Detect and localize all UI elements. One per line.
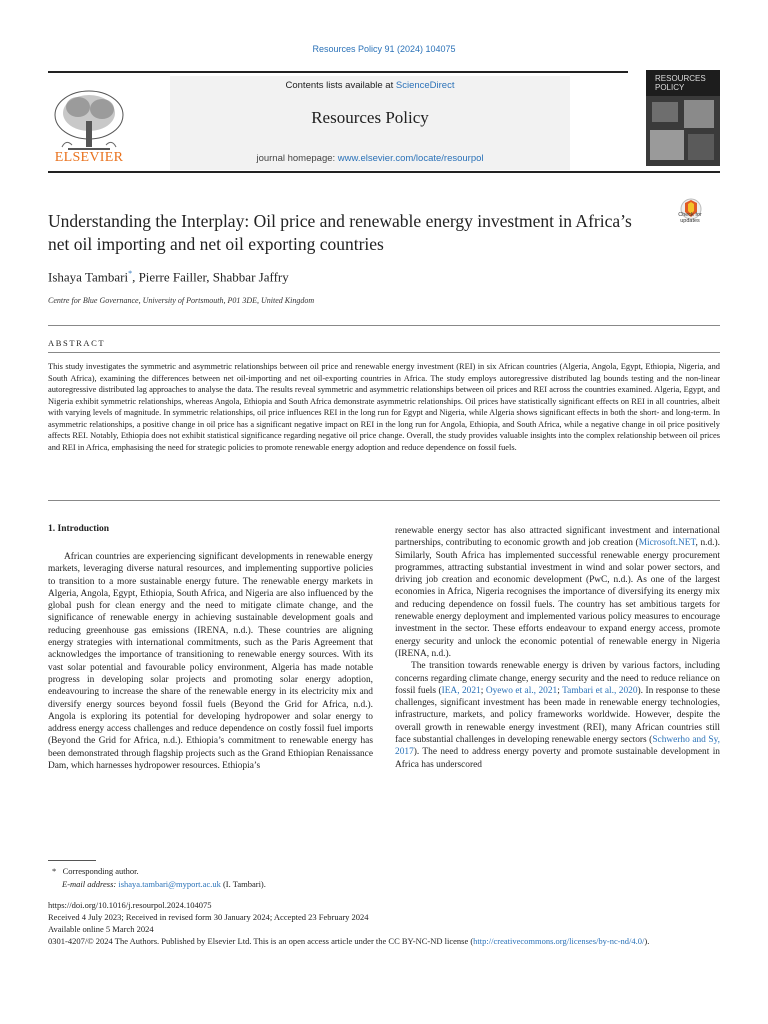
paragraph: African countries are experiencing significant developments in renewable energy markets, leveraging diverse natural resources, and implementing supportive policies to transition to a more sustainable energy future. The renewable energy markets in Algeria, Angola, Egypt, Ethiopia, South Africa, and Nigeria are also influenced by the global push for clean energy and the need to mitigate climate change, and the significance of renewable energy in achieving sustainable development goals and reducing greenhouse gas emissions (IRENA, n.d.). These countries are aligning energy strategies with international commitments, such as the Paris Agreement that acknowledges the importance of transitioning to renewable energy sources. With its vast solar potential and favourable policy environment, Algeria has made notable progress in developing solar projects and promoting solar energy adoption, endeavouring to increase the share of the renewable energy in its electricity mix and diversify energy sources beyond fossil fuels (Beyond the Grid for Africa, n.d.). Angola is exploring its potential for developing hydropower and solar energy to address energy access challenges and reduce dependence on costly fossil fuel imports (Beyond the Grid for Africa, n.d.). Ethiopia’s commitment to renewable energy has been demonstrated through flagship projects such as the Grand Ethiopian Renaissance Dam, which harnesses hydropower resources. Ethiopia’s [48, 552, 373, 772]
abstract-text: This study investigates the symmetric and asymmetric relationships between oil price and renewable energy investment (REI) in six African countries (Algeria, Angola, Egypt, Ethiopia, Nigeria, and South Africa), examining the differences between net oil-importing and net oil-exporting countries in Africa. The study employs autoregressive distributed lag bounds testing and the non-linear autoregressive distributed lag approaches to analyse the data. The results reveal symmetric and asymmetric relationships between oil prices and REI across the countries examined. Algeria, Egypt, and Nigeria exhibit symmetric relationships, whereas Angola, Ethiopia and South Africa demonstrate asymmetric relationships. Oil prices have statistically significant effects on REI in all countries, albeit with varying levels of magnitude. In symmetric relationships, oil price influences REI in the long run for Egypt and Nigeria, while Algeria shows significant effects in both the short- and long-term. In asymmetric relationships, a positive change in oil price has a significant negative impact on REI in the long run for Angola, Ethiopia, and South Africa, while a negative change in oil price positively affects REI. Notably, Ethiopia does not exhibit statistical significance regarding negative oil price change. Overall, the study provides valuable insights into the complex relationship between oil prices and REI in Africa, emphasising the need for strategic policies to promote renewable energy adoption and reduce dependence on fossil fuels. [48, 362, 720, 452]
publisher-logo-text: ELSEVIER [54, 150, 124, 165]
homepage-line [170, 153, 570, 164]
footnote-mark: * [52, 866, 57, 876]
check-for-updates-label[interactable]: Check for updates [678, 212, 702, 224]
footnote-rule [48, 860, 96, 861]
author-name[interactable]: Ishaya Tambari [48, 269, 129, 285]
abstract-rule-mid [48, 352, 720, 353]
citation-link[interactable]: Tambari et al., 2020 [562, 685, 638, 696]
contents-prefix: Contents lists available at [285, 80, 396, 91]
sciencedirect-link[interactable]: ScienceDirect [395, 80, 455, 91]
homepage-prefix: journal homepage: [256, 153, 338, 164]
body-column-right [395, 525, 720, 771]
citation-link[interactable]: IEA, 2021 [441, 685, 481, 696]
affiliation: Centre for Blue Governance, University of Portsmouth, P01 3DE, United Kingdom [48, 296, 315, 305]
check-for-updates-icon[interactable] [672, 190, 710, 230]
author-list: Ishaya Tambari*, Pierre Failler, Shabbar Jaffry [48, 269, 289, 285]
email-link[interactable]: ishaya.tambari@myport.ac.uk [118, 879, 221, 889]
citation-link[interactable]: Oyewo et al., 2021 [485, 685, 558, 696]
corresponding-author-mark[interactable]: * [128, 269, 133, 278]
license-link[interactable]: http://creativecommons.org/licenses/by-nc-nd/4.0/ [473, 936, 645, 946]
paragraph: The transition towards renewable energy is driven by various factors, including concerns regarding climate change, energy security and the need to reduce reliance on fossil fuels (IEA, 2021; Oyewo et al., 2021; Tambari et al., 2020). In response to these challenges, significant investment has been made in renewable energy technologies, infrastructure, markets, and policy frameworks worldwide. However, despite the overall growth in renewable energy investment (REI), many African countries still face substantial challenges in developing renewable energy sectors (Schwerho and Sy, 2017). The need to address energy poverty and promote sustainable development in Africa has underscored [395, 661, 720, 770]
doi-link[interactable]: https://doi.org/10.1016/j.resourpol.2024.104075 [48, 900, 212, 910]
cover-title: RESOURCES POLICY [655, 74, 706, 92]
header-rule-top [48, 71, 628, 73]
citation-link[interactable]: Schwerho and Sy, 2017 [395, 735, 720, 758]
paragraph: renewable energy sector has also attracted significant investment and international partnerships, contributing to economic growth and job creation (Microsoft.NET, n.d.). Similarly, South Africa has implemented successful renewable energy procurement programmes, attracting substantial investment in wind and solar power sectors, and driving job creation and economic development (PwC, n.d.). As one of the largest economies in Africa, Nigeria recognises the importance of diversifying its energy mix and reducing dependence on fossil fuels. The country has set ambitious targets for renewable energy deployment and implemented various policy measures to encourage investment in the sector. These efforts endeavour to expand energy access, promote energy security and unlock the economic potential of renewable energy in Nigeria (IRENA, n.d.). [395, 526, 720, 659]
body-column-left [48, 551, 373, 772]
abstract-heading: ABSTRACT [48, 338, 106, 348]
journal-name: Resources Policy [311, 108, 429, 127]
abstract-rule-top [48, 325, 720, 326]
citation-link[interactable]: Microsoft.NET [638, 538, 696, 549]
section-heading: 1. Introduction [48, 524, 110, 534]
contents-line [170, 80, 570, 91]
author-name[interactable]: Pierre Failler [138, 269, 207, 285]
abstract-rule-bottom [48, 500, 720, 501]
cover-photo [646, 96, 720, 166]
author-name[interactable]: Shabbar Jaffry [212, 269, 289, 285]
available-online: Available online 5 March 2024 [48, 924, 154, 934]
received-dates: Received 4 July 2023; Received in revised form 30 January 2024; Accepted 23 February 2024 [48, 912, 369, 922]
footnote-email: E-mail address: ishaya.tambari@myport.ac.uk (I. Tambari). [62, 879, 266, 889]
license-statement: 0301-4207/© 2024 The Authors. Published by Elsevier Ltd. This is an open access article under the CC BY-NC-ND license (http://creativecommons.org/licenses/by-nc-nd/4.0/). [48, 936, 650, 946]
homepage-link[interactable]: www.elsevier.com/locate/resourpol [337, 153, 484, 164]
article-title: Understanding the Interplay: Oil price and renewable energy investment in Africa’s net oil importing and net oil exporting countries [48, 211, 632, 254]
journal-cover-image[interactable] [646, 70, 720, 166]
footnote-corresponding: * Corresponding author. [52, 866, 139, 876]
header-rule-bottom [48, 171, 720, 173]
journal-reference[interactable]: Resources Policy 91 (2024) 104075 [312, 44, 456, 54]
